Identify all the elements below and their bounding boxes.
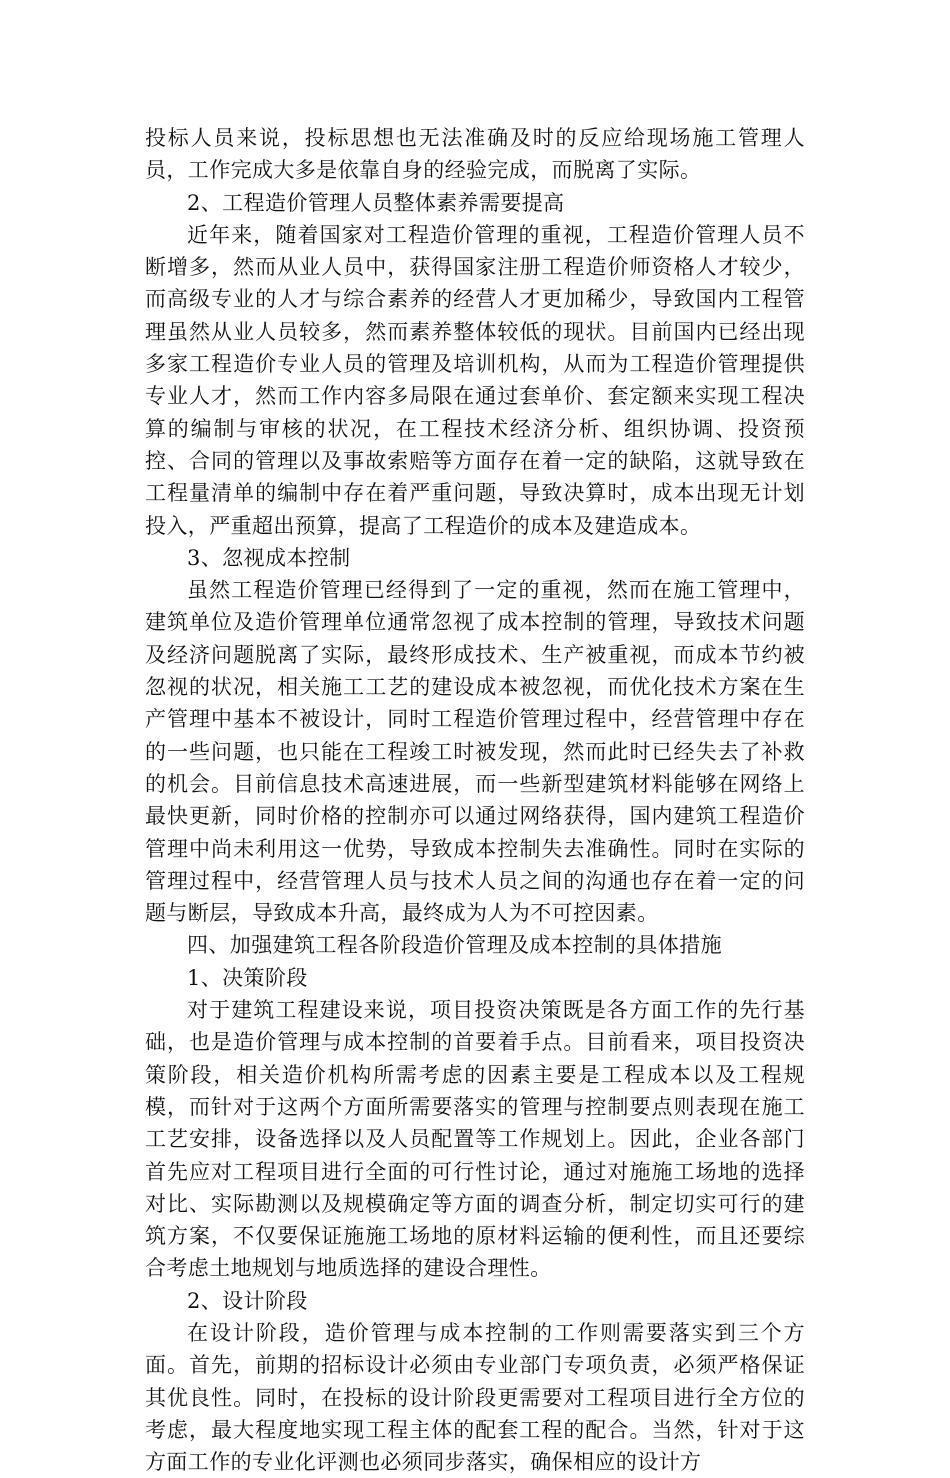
body-paragraph-continued: 投标人员来说，投标思想也无法准确及时的反应给现场施工管理人员，工作完成大多是依靠自身的经验完成，而脱离了实际。: [145, 126, 805, 183]
section-heading-talent-quality: 2、工程造价管理人员整体素养需要提高: [187, 190, 565, 215]
body-paragraph-design-stage: 在设计阶段，造价管理与成本控制的工作则需要落实到三个方面。首先，前期的招标设计必须由专业部门专项负责，必须严格保证其优良性。同时，在投标的设计阶段更需要对工程项目进行全方位的考虑，最大程度地实现工程主体的配套工程的配合。当然，针对于这方面工作的专业化评测也必须同步落实，确保相应的设计方: [145, 1320, 805, 1475]
body-paragraph-talent-quality: 近年来，随着国家对工程造价管理的重视，工程造价管理人员不断增多，然而从业人员中，获得国家注册工程造价师资格人才较少，而高级专业的人才与综合素养的经营人才更加稀少，导致国内工程管理虽然从业人员较多，然而素养整体较低的现状。目前国内已经出现多家工程造价专业人员的管理及培训机构，从而为工程造价管理提供专业人才，然而工作内容多局限在通过套单价、套定额来实现工程决算的编制与审核的状况，在工程技术经济分析、组织协调、投资预控、合同的管理以及事故索赔等方面存在着一定的缺陷，这就导致在工程量清单的编制中存在着严重问题，导致决算时，成本出现无计划投入，严重超出预算，提高了工程造价的成本及建造成本。: [145, 222, 805, 538]
chapter-heading-measures: 四、加强建筑工程各阶段造价管理及成本控制的具体措施: [187, 933, 722, 958]
section-heading-decision-stage: 1、决策阶段: [187, 965, 308, 990]
section-heading-cost-control: 3、忽视成本控制: [187, 545, 351, 570]
document-page: [145, 122, 805, 1478]
body-paragraph-decision-stage: 对于建筑工程建设来说，项目投资决策既是各方面工作的先行基础，也是造价管理与成本控制的首要着手点。目前看来，项目投资决策阶段，相关造价机构所需考虑的因素主要是工程成本以及工程规模，而针对于这两个方面所需要落实的管理与控制要点则表现在施工工艺安排，设备选择以及人员配置等工作规划上。因此，企业各部门首先应对工程项目进行全面的可行性讨论，通过对施施工场地的选择对比、实际勘测以及规模确定等方面的调查分析，制定切实可行的建筑方案，不仅要保证施施工场地的原材料运输的便利性，而且还要综合考虑土地规划与地质选择的建设合理性。: [145, 998, 805, 1281]
section-heading-design-stage: 2、设计阶段: [187, 1288, 308, 1313]
body-paragraph-cost-control: 虽然工程造价管理已经得到了一定的重视，然而在施工管理中，建筑单位及造价管理单位通常忽视了成本控制的管理，导致技术问题及经济问题脱离了实际，最终形成技术、生产被重视，而成本节约被忽视的状况，相关施工工艺的建设成本被忽视，而优化技术方案在生产管理中基本不被设计，同时工程造价管理过程中，经营管理中存在的一些问题，也只能在工程竣工时被发现，然而此时已经失去了补救的机会。目前信息技术高速进展，而一些新型建筑材料能够在网络上最快更新，同时价格的控制亦可以通过网络获得，国内建筑工程造价管理中尚未利用这一优势，导致成本控制失去准确性。同时在实际的管理过程中，经营管理人员与技术人员之间的沟通也存在着一定的问题与断层，导致成本升高，最终成为人为不可控因素。: [145, 578, 805, 926]
